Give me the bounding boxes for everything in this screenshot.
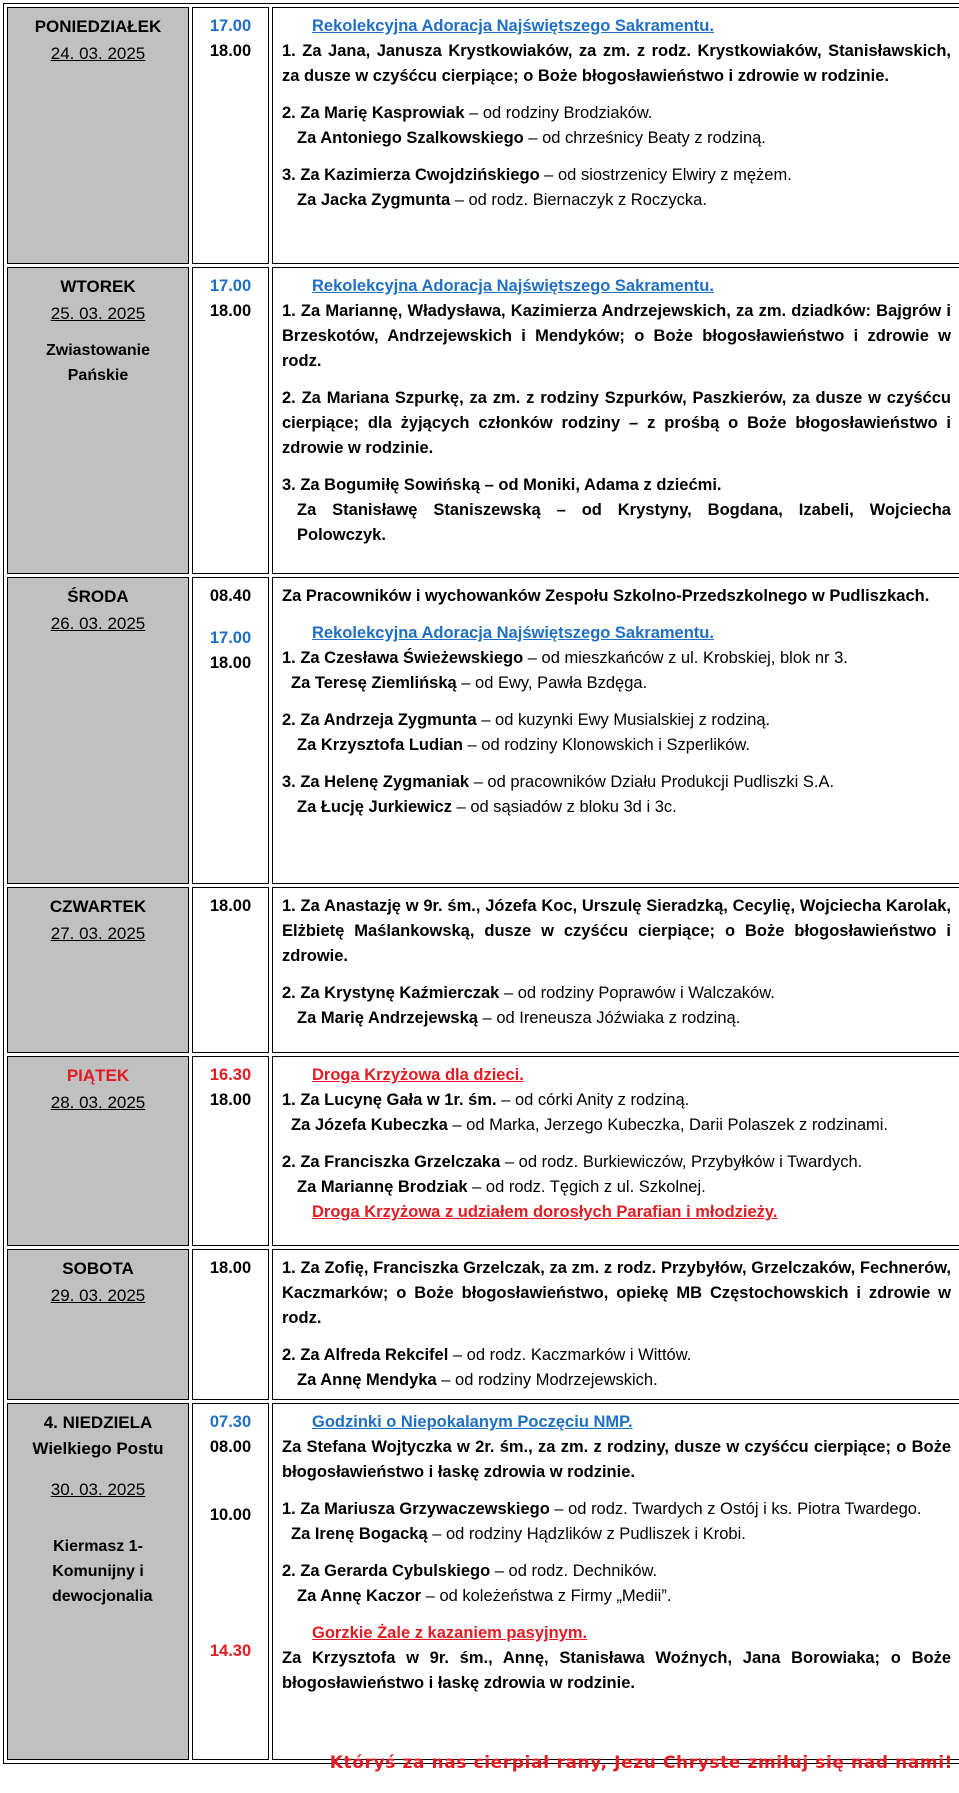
mass-time: 08.00 xyxy=(209,1438,252,1456)
day-row-thursday xyxy=(7,887,959,1053)
closing-prayer-text: Któryś za nas cierpiał rany, Jezu Chryste zmiłuj się nad nami! xyxy=(329,1753,953,1773)
intentions-cell xyxy=(272,1056,959,1246)
intention-name: 2. Za Andrzeja Zygmunta xyxy=(282,711,477,729)
mass-time: 18.00 xyxy=(209,654,252,672)
intention-name: Za Teresę Ziemlińską xyxy=(291,674,457,692)
intention-from: – od pracowników Działu Produkcji Pudliszki S.A. xyxy=(469,773,835,791)
intention-line xyxy=(282,101,951,126)
intention-text: Za Stefana Wojtyczka w 2r. śm., za zm. z rodziny, dusze w czyśćcu cierpiące; o Boże błogosławieństwo i łaskę zdrowia w rodzinie. xyxy=(282,1438,951,1481)
day-date: 27. 03. 2025 xyxy=(50,924,146,943)
times-cell xyxy=(192,887,269,1053)
intention-from: – od rodziny Hądzlików z Pudliszek i Krobi. xyxy=(427,1525,746,1543)
intention-from: – od Ireneusza Jóźwiaka z rodziną. xyxy=(477,1009,741,1027)
intention-from: – od sąsiadów z bloku 3d i 3c. xyxy=(451,798,677,816)
day-cell xyxy=(7,267,189,574)
intentions-cell xyxy=(272,577,959,884)
day-date: 28. 03. 2025 xyxy=(50,1093,146,1112)
intention-from: – od rodz. Tęgich z ul. Szkolnej. xyxy=(467,1178,706,1196)
intention-line xyxy=(282,1113,951,1138)
intention-line xyxy=(282,188,951,213)
intention-line xyxy=(282,1368,951,1393)
day-date: 24. 03. 2025 xyxy=(50,44,146,63)
day-date: 29. 03. 2025 xyxy=(50,1286,146,1305)
intention-from: – od rodz. Twardych z Ostój i ks. Piotra Twardego. xyxy=(549,1500,922,1518)
intention-line xyxy=(282,1150,951,1175)
intention-name: 2. Za Franciszka Grzelczaka xyxy=(282,1153,501,1171)
way-of-cross-children-heading: Droga Krzyżowa dla dzieci. xyxy=(312,1066,524,1084)
mass-time: 17.00 xyxy=(209,277,252,295)
lament-heading: Gorzkie Żale z kazaniem pasyjnym. xyxy=(312,1624,588,1642)
intention-text: Za Pracowników i wychowanków Zespołu Szkolno-Przedszkolnego w Pudliszkach. xyxy=(282,587,930,605)
intention-name: 3. Za Kazimierza Cwojdzińskiego xyxy=(282,166,540,184)
day-cell xyxy=(7,1056,189,1246)
day-note: Kiermasz 1-Komunijny i dewocjonalia xyxy=(52,1538,153,1605)
intention-from: – od siostrzenicy Elwiry z mężem. xyxy=(539,166,792,184)
day-date: 26. 03. 2025 xyxy=(50,614,146,633)
intention-line xyxy=(282,733,951,758)
day-name: CZWARTEK xyxy=(49,897,147,916)
day-cell xyxy=(7,7,189,264)
intention-name: 1. Za Lucynę Gała w 1r. śm. xyxy=(282,1091,497,1109)
intention-text: 1. Za Zofię, Franciszka Grzelczak, za zm. z rodz. Przybyłów, Grzelczaków, Fechnerów, Kaczmarków; o Boże błogosławieństwo, opiekę MB Częstochowskich i zdrowie w rodz. xyxy=(282,1259,951,1327)
intention-line xyxy=(282,1088,951,1113)
intention-line xyxy=(282,1175,951,1200)
intention-name: Za Annę Kaczor xyxy=(297,1587,422,1605)
intention-name: Za Mariannę Brodziak xyxy=(297,1178,468,1196)
intention-from: – od rodziny Modrzejewskich. xyxy=(436,1371,658,1389)
intention-text: 2. Za Mariana Szpurkę, za zm. z rodziny Szpurków, Paszkierów, za dusze w czyśćcu cierpiące; dla żyjących członków rodziny – z prośbą o Boże błogosławieństwo i zdrowie w rodzinie. xyxy=(282,389,951,457)
intention-line xyxy=(282,1006,951,1031)
intentions-cell xyxy=(272,7,959,264)
mass-time: 07.30 xyxy=(209,1413,252,1431)
day-cell xyxy=(7,1403,189,1760)
mass-time: 18.00 xyxy=(209,1091,252,1109)
intention-line xyxy=(282,1497,951,1522)
mass-schedule-table xyxy=(4,4,959,1763)
intention-name: 1. Za Mariusza Grzywaczewskiego xyxy=(282,1500,550,1518)
adoration-heading: Rekolekcyjna Adoracja Najświętszego Sakramentu. xyxy=(312,624,714,642)
intention-text: 1. Za Jana, Janusza Krystkowiaków, za zm. z rodz. Krystkowiaków, Stanisławskich, za dusze w czyśćcu cierpiące; o Boże błogosławieństwo i zdrowie w rodzinie. xyxy=(282,42,951,85)
day-row-friday xyxy=(7,1056,959,1246)
intention-from: – od kuzynki Ewy Musialskiej z rodziną. xyxy=(476,711,771,729)
intention-name: 2. Za Gerarda Cybulskiego xyxy=(282,1562,491,1580)
intention-text: 1. Za Anastazję w 9r. śm., Józefa Koc, Urszulę Sieradzką, Cecylię, Wojciecha Karolak, Elżbietę Maślankowską, dusze w czyśćcu cierpiące; o Boże błogosławieństwo i zdrowie. xyxy=(282,897,951,965)
times-cell xyxy=(192,267,269,574)
intentions-cell xyxy=(272,267,959,574)
intention-name: 2. Za Alfreda Rekcifel xyxy=(282,1346,449,1364)
mass-time: 17.00 xyxy=(209,17,252,35)
times-cell xyxy=(192,1403,269,1760)
adoration-heading: Rekolekcyjna Adoracja Najświętszego Sakramentu. xyxy=(312,277,714,295)
hours-heading: Godzinki o Niepokalanym Poczęciu NMP. xyxy=(312,1413,633,1431)
day-cell xyxy=(7,1249,189,1400)
intention-name: 1. Za Czesława Świeżewskiego xyxy=(282,649,524,667)
intention-from: – od mieszkańców z ul. Krobskiej, blok nr 3. xyxy=(523,649,848,667)
intention-line xyxy=(282,1343,951,1368)
mass-time: 18.00 xyxy=(209,302,252,320)
intention-from: – od rodz. Burkiewiczów, Przybyłków i Twardych. xyxy=(500,1153,863,1171)
intention-from: – od córki Anity z rodziną. xyxy=(496,1091,690,1109)
intentions-cell xyxy=(272,1249,959,1400)
day-name: ŚRODA xyxy=(67,587,129,606)
intention-name: Za Annę Mendyka xyxy=(297,1371,437,1389)
intention-from: – od Marka, Jerzego Kubeczka, Darii Polaszek z rodzinami. xyxy=(447,1116,889,1134)
mass-time: 18.00 xyxy=(209,42,252,60)
intention-line xyxy=(282,708,951,733)
day-name: 4. NIEDZIELA Wielkiego Postu xyxy=(32,1413,164,1458)
times-cell xyxy=(192,1249,269,1400)
intention-name: Za Krzysztofa Ludian xyxy=(297,736,463,754)
mass-time: 18.00 xyxy=(209,897,252,915)
day-note: Zwiastowanie Pańskie xyxy=(45,342,151,384)
day-cell xyxy=(7,577,189,884)
mass-time: 17.00 xyxy=(209,629,252,647)
intention-line xyxy=(282,770,951,795)
intention-from: – od koleżeństwa z Firmy „Medii”. xyxy=(421,1587,672,1605)
intention-name: Za Antoniego Szalkowskiego xyxy=(297,129,524,147)
intention-name: Za Jacka Zygmunta xyxy=(297,191,451,209)
mass-time: 16.30 xyxy=(209,1066,252,1084)
intention-line xyxy=(282,163,951,188)
day-row-saturday xyxy=(7,1249,959,1400)
intention-line xyxy=(282,795,951,820)
intention-line xyxy=(282,981,951,1006)
intention-line xyxy=(282,126,951,151)
day-name: PIĄTEK xyxy=(66,1066,130,1085)
way-of-cross-adults-heading: Droga Krzyżowa z udziałem dorosłych Parafian i młodzieży. xyxy=(312,1203,778,1221)
intentions-cell xyxy=(272,1403,959,1760)
intentions-cell xyxy=(272,887,959,1053)
mass-time: 10.00 xyxy=(209,1506,252,1524)
intention-text: Za Stanisławę Staniszewską – od Krystyny, Bogdana, Izabeli, Wojciecha Polowczyk. xyxy=(297,501,951,544)
intention-from: – od rodziny Klonowskich i Szperlików. xyxy=(462,736,750,754)
day-date: 30. 03. 2025 xyxy=(50,1480,146,1499)
day-cell xyxy=(7,887,189,1053)
intention-from: – od rodz. Kaczmarków i Wittów. xyxy=(448,1346,692,1364)
day-row-wednesday xyxy=(7,577,959,884)
intention-name: 2. Za Marię Kasprowiak xyxy=(282,104,465,122)
intention-name: Za Łucję Jurkiewicz xyxy=(297,798,452,816)
intention-line xyxy=(282,1559,951,1584)
intention-text: 3. Za Bogumiłę Sowińską – od Moniki, Adama z dziećmi. xyxy=(282,476,722,494)
mass-time: 18.00 xyxy=(209,1259,252,1277)
intention-line xyxy=(282,1522,951,1547)
intention-from: – od rodziny Poprawów i Walczaków. xyxy=(499,984,775,1002)
intention-from: – od rodziny Brodziaków. xyxy=(464,104,653,122)
day-name: SOBOTA xyxy=(62,1259,134,1278)
intention-from: – od rodz. Dechników. xyxy=(490,1562,658,1580)
day-row-monday xyxy=(7,7,959,264)
day-row-sunday xyxy=(7,1403,959,1760)
intention-line xyxy=(282,1584,951,1609)
day-name: PONIEDZIAŁEK xyxy=(34,17,162,36)
day-name: WTOREK xyxy=(60,277,136,296)
intention-line xyxy=(282,646,951,671)
day-row-tuesday xyxy=(7,267,959,574)
intention-name: Za Józefa Kubeczka xyxy=(291,1116,448,1134)
intention-name: Za Marię Andrzejewską xyxy=(297,1009,478,1027)
intention-name: 2. Za Krystynę Kaźmierczak xyxy=(282,984,500,1002)
intention-text: Za Krzysztofa w 9r. śm., Annę, Stanisława Woźnych, Jana Borowiaka; o Boże błogosławieństwo i łaskę zdrowia w rodzinie. xyxy=(282,1649,951,1692)
day-date: 25. 03. 2025 xyxy=(50,304,146,323)
intention-line xyxy=(282,671,951,696)
intention-from: – od Ewy, Pawła Bzdęga. xyxy=(456,674,648,692)
mass-time: 08.40 xyxy=(209,587,252,605)
times-cell xyxy=(192,577,269,884)
times-cell xyxy=(192,7,269,264)
intention-from: – od rodz. Biernaczyk z Roczycka. xyxy=(450,191,707,209)
intention-name: Za Irenę Bogacką xyxy=(291,1525,428,1543)
intention-from: – od chrześnicy Beaty z rodziną. xyxy=(523,129,766,147)
mass-time: 14.30 xyxy=(209,1642,252,1660)
adoration-heading: Rekolekcyjna Adoracja Najświętszego Sakramentu. xyxy=(312,17,714,35)
times-cell xyxy=(192,1056,269,1246)
intention-name: 3. Za Helenę Zygmaniak xyxy=(282,773,470,791)
intention-text: 1. Za Mariannę, Władysława, Kazimierza Andrzejewskich, za zm. dziadków: Bajgrów i Brzeskotów, Andrzejewskich i Mendyków; o Boże błogosławieństwo i zdrowie w rodz. xyxy=(282,302,951,370)
